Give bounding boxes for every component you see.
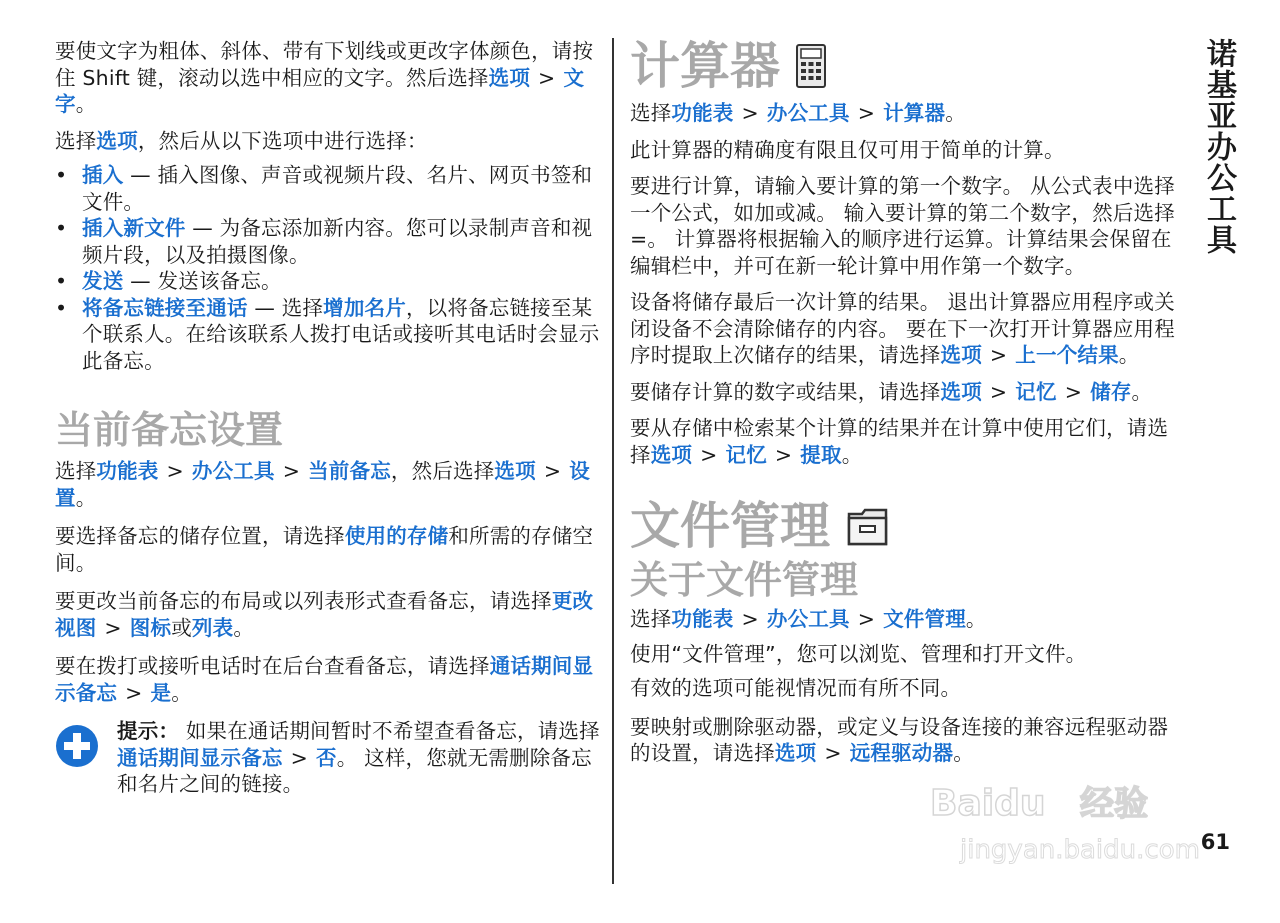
link-no[interactable]: 否 [316,745,337,770]
link-options[interactable]: 选项 [940,343,982,367]
link-icons[interactable]: 图标 [129,615,172,640]
tip-box [55,718,600,798]
options-list [55,162,600,374]
paragraph-calc-precision: 此计算器的精确度有限且仅可用于简单的计算。 [630,137,1065,162]
link-menu[interactable]: 功能表 [671,607,734,631]
link-link-note-to-call[interactable]: 将备忘链接至通话 [82,295,248,320]
link-retrieve[interactable]: 提取 [800,442,842,467]
paragraph-fm-remote: 要映射或删除驱动器，或定义与设备连接的兼容远程驱动器的设置，请选择选项 > 远程驱动器。 [630,714,1169,765]
section-heading-file-manager: 文件管理 [630,498,1175,554]
paragraph-fm-options: 有效的选项可能视情况而有所不同。 [630,676,962,700]
paragraph-show-during-call: 要在拨打或接听电话时在后台查看备忘，请选择通话期间显示备忘 > 是。 [55,654,594,705]
link-options[interactable]: 选项 [774,741,817,765]
link-office[interactable]: 办公工具 [766,607,850,631]
link-file-manager[interactable]: 文件管理 [883,607,966,631]
paragraph-fm-path: 选择功能表 > 办公工具 > 文件管理。 [630,607,987,631]
left-column [55,0,600,798]
watermark-jingyan: 经验 [1080,784,1148,824]
list-item: • 将备忘链接至通话 — 选择增加名片，以将备忘链接至某个联系人。在给该联系人拨打电话或接听其电话时会显示此备忘。 [55,295,600,375]
link-insert[interactable]: 插入 [82,163,124,187]
column-divider [612,38,614,884]
link-options[interactable]: 选项 [940,379,982,404]
link-current-note[interactable]: 当前备忘 [308,459,391,483]
link-add-card[interactable]: 增加名片 [323,295,406,320]
section-heading-current-note-settings: 当前备忘设置 [55,408,284,452]
link-calculator[interactable]: 计算器 [883,101,946,125]
link-office[interactable]: 办公工具 [191,459,275,483]
link-settings[interactable]: 设置 [55,459,590,510]
page-number: 61 [1200,830,1230,854]
paragraph-calc-path: 选择功能表 > 办公工具 > 计算器。 [630,101,966,125]
paragraph-calc-memory: 设备将储存最后一次计算的结果。 退出计算器应用程序或关闭设备不会清除储存的内容。 要在下一次打开计算器应用程序时提取上次储存的结果，请选择选项 > 上一个结果。 [630,290,1175,367]
tip-label: 提示： [117,719,180,743]
watermark-brand: Baidu [930,783,1046,824]
tip-text: 提示： 如果在通话期间暂时不希望查看备忘，请选择通话期间显示备忘 > 否。 这样，您就无需删除备忘和名片之间的链接。 [117,719,600,796]
subheading-about-file-manager: 关于文件管理 [630,558,859,602]
list-item: • 发送 — 发送该备忘。 [55,268,600,295]
baidu-watermark [900,770,1220,870]
section-heading-calculator: 计算器 [630,38,1175,94]
paragraph-storage: 要选择备忘的储存位置，请选择使用的存储和所需的存储空间。 [55,524,594,575]
link-save[interactable]: 储存 [1090,379,1132,404]
paragraph-calc-retrieve: 要从存储中检索某个计算的结果并在计算中使用它们，请选择选项 > 记忆 > 提取。 [630,416,1169,467]
link-used-storage[interactable]: 使用的存储 [344,524,449,548]
link-options[interactable]: 选项 [494,459,536,483]
link-remote-drive[interactable]: 远程驱动器 [849,741,954,765]
link-last-result[interactable]: 上一个结果 [1015,343,1119,367]
link-list[interactable]: 列表 [191,615,234,640]
file-manager-icon [846,504,890,548]
paragraph-view: 要更改当前备忘的布局或以列表形式查看备忘，请选择更改视图 > 图标或列表。 [55,589,594,640]
list-item: • 插入新文件 — 为备忘添加新内容。您可以录制声音和视频片段，以及拍摄图像。 [55,215,600,268]
list-item: • 插入 — 插入图像、声音或视频片段、名片、网页书签和文件。 [55,162,600,215]
link-options[interactable]: 选项 [488,65,531,90]
calculator-icon [796,44,826,88]
plus-tip-icon [55,724,99,768]
link-insert-new-file[interactable]: 插入新文件 [82,216,186,240]
link-yes[interactable]: 是 [150,680,172,705]
link-memory[interactable]: 记忆 [1015,379,1057,404]
link-office[interactable]: 办公工具 [766,101,850,125]
watermark-url: jingyan.baidu.com [960,835,1200,865]
paragraph-calc-how: 要进行计算，请输入要计算的第一个数字。 从公式表中选择一个公式，如加或减。 输入要计算的第二个数字，然后选择 =。 计算器将根据输入的顺序进行运算。计算结果会保留在编辑栏中，并可在新一轮计算中用作第一个数字。 [630,174,1175,278]
sidebar-chapter-title: 诺基亚办公工具 [1201,38,1236,255]
paragraph-choose-options: 选择选项，然后从以下选项中进行选择： [55,128,428,153]
link-options[interactable]: 选项 [650,442,693,467]
right-column [630,0,1175,767]
link-send[interactable]: 发送 [82,269,124,293]
link-menu[interactable]: 功能表 [96,459,159,483]
link-show-during-call[interactable]: 通话期间显示备忘 [55,654,594,705]
link-show-during-call[interactable]: 通话期间显示备忘 [117,745,283,770]
paragraph-settings-path: 选择功能表 > 办公工具 > 当前备忘，然后选择选项 > 设置。 [55,459,590,510]
link-change-view[interactable]: 更改视图 [55,589,594,640]
link-memory[interactable]: 记忆 [725,442,767,467]
link-menu[interactable]: 功能表 [671,101,734,125]
link-options[interactable]: 选项 [96,128,138,153]
link-text[interactable]: 文字 [55,65,585,116]
paragraph-format-text: 要使文字为粗体、斜体、带有下划线或更改字体颜色，请按住 Shift 键，滚动以选中相应的文字。然后选择选项 > 文字。 [55,39,594,116]
paragraph-calc-store: 要储存计算的数字或结果，请选择选项 > 记忆 > 储存。 [630,379,1153,404]
paragraph-fm-usage: 使用“文件管理”，您可以浏览、管理和打开文件。 [630,641,1087,666]
